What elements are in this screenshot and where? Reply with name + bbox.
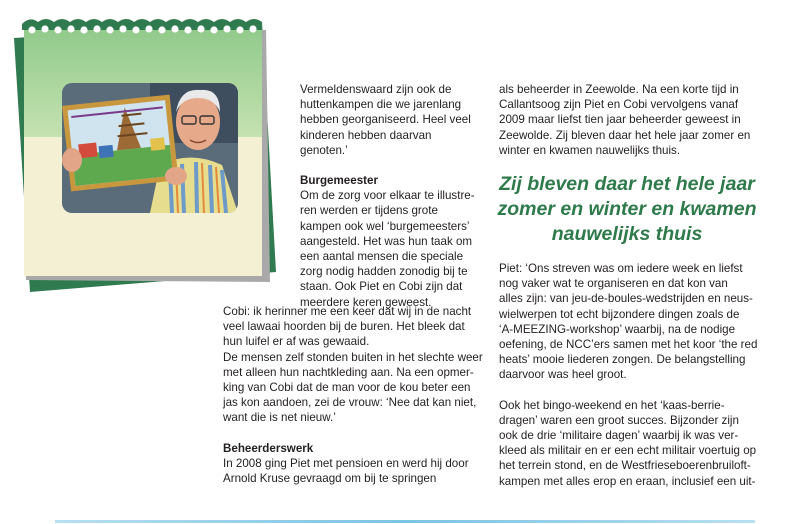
beheer-line: In 2008 ging Piet met pensioen en werd hij door [223,456,469,470]
burg-line: kampen ook wel ‘burgemeesters’ [300,219,470,233]
cobi-line: want die is net nieuw.’ [223,411,336,425]
p3-line: het terrein stond, en de Westfrieseboerenbruiloft- [499,459,751,473]
heading-beheerderswerk: Beheerderswerk [223,441,314,455]
p1-line: als beheerder in Zeewolde. Na een korte tijd in [499,83,739,96]
p3-line: Ook het bingo-weekend en het ‘kaas-berrie- [499,398,725,412]
column-right-lower [499,261,769,489]
p2-line: oefening, de NCC’ers samen met het koor ‘the red [499,338,758,352]
burg-line: ren werden er tijdens grote [300,204,438,218]
burg-line: aangesteld. Het was hun taak om [300,234,473,248]
p2-line: Piet: ‘Ons streven was om iedere week en liefst [499,262,743,275]
pull-quote [496,172,758,247]
column-right [499,82,769,158]
pull-quote-line: zomer en winter en kwamen [497,198,757,220]
heading-burgemeester: Burgemeester [300,174,378,188]
p1-line: 2009 maar liefst tien jaar beheerder geweest in [499,113,741,127]
burg-line: zorg nodig hadden zonodig bij te [300,265,468,279]
bottom-rule [55,520,755,523]
p2-line: daarvoor was heel groot. [499,368,627,382]
intro-line: huttenkampen die we jarenlang [300,98,462,112]
cobi-line: veel lawaai hoorden bij de buren. Het bleek dat [223,320,465,334]
burg-line: staan. Ook Piet en Cobi zijn dat [300,280,463,294]
p2-line: heats’ mooie liederen zongen. De belangstelling [499,353,746,367]
cobi-line: De mensen zelf stonden buiten in het slechte weer [223,350,483,364]
p3-line: kleed als militair en er een echt militair voertuig op [499,444,757,458]
photo-man-with-painting [62,83,238,213]
column-middle [300,82,495,310]
cobi-line: met alleen hun nachtkleding aan. Na een opmer- [223,365,474,379]
p3-line: ook de drie ‘militaire dagen’ waarbij ik was ver- [499,429,739,443]
intro-line: Vermeldenswaard zijn ook de [300,83,452,96]
pull-quote-line: Zij bleven daar het hele jaar [499,173,755,195]
cobi-line: jas kon aandoen, zei de vrouw: ‘Nee dat kan niet, [223,396,477,410]
p3-line: dragen’ waren een groot succes. Bijzonder zijn [499,413,739,427]
burg-line: Om de zorg voor elkaar te illustre- [300,189,475,203]
intro-line: kinderen hebben daarvan [300,128,432,142]
cobi-line: hun luifel er af was gewaaid. [223,335,370,349]
p1-line: Zeewolde. Zij bleven daar het hele jaar zomer en [499,128,751,142]
p2-line: ‘A-MEEZING-workshop’ waarbij, na de nodige [499,322,736,336]
p1-line: Callantsoog zijn Piet en Cobi vervolgens vanaf [499,98,739,112]
cobi-line: king van Cobi dat de man voor de kou beter een [223,381,471,395]
intro-line: genoten.’ [300,143,348,157]
p3-line: kampen met alles erop en eraan, inclusief een uit- [499,474,756,488]
p1-line: winter en kwamen nauwelijks thuis. [499,143,681,157]
p2-line: wielwerpen tot echt bijzondere dingen zoals de [499,307,740,321]
column-left-wide [223,304,488,486]
cobi-line: Cobi: ik herinner me een keer dat wij in de nacht [223,305,472,318]
intro-line: hebben georganiseerd. Heel veel [300,113,471,127]
p2-line: alles zijn: van jeu-de-boules-wedstrijden en neus- [499,292,753,306]
burg-line: meerdere keren geweest. [300,295,432,309]
pull-quote-line: nauwelijks thuis [551,223,703,245]
burg-line: een aantal mensen die speciale [300,250,464,264]
beheer-line: Arnold Kruse gevraagd om bij te springen [223,472,437,486]
p2-line: nog vaker wat te organiseren en dat kon van [499,277,728,291]
photo-card [0,0,290,300]
